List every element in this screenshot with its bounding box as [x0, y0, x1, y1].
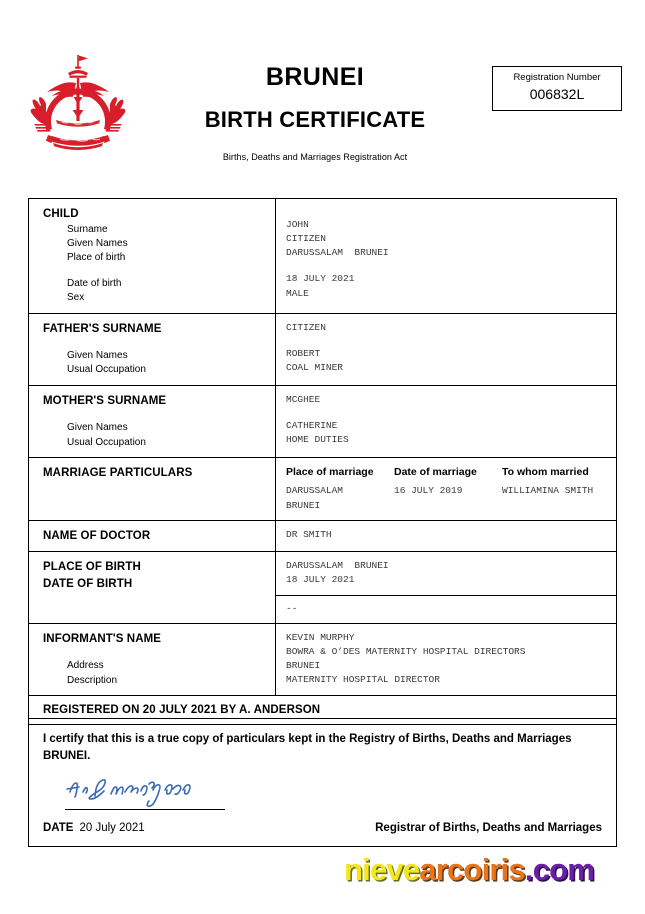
mother-given-names-value: CATHERINE — [286, 419, 338, 431]
registered-statement: REGISTERED ON 20 JULY 2021 BY A. ANDERSON — [43, 703, 321, 716]
marriage-place-line2: BRUNEI — [286, 499, 321, 511]
marriage-place-value-group — [286, 484, 394, 512]
child-given-names-label: Given Names — [67, 237, 128, 249]
marriage-values-cell — [276, 458, 616, 520]
father-given-names-label: Given Names — [67, 350, 128, 362]
child-place-of-birth-value: DARUSSALAM BRUNEI — [286, 247, 389, 259]
child-date-of-birth-label: Date of birth — [67, 278, 122, 290]
marriage-labels-cell — [29, 458, 276, 520]
table-row-child — [29, 199, 616, 314]
registrar-signature-icon — [65, 770, 265, 810]
page-subtitle: BIRTH CERTIFICATE — [204, 106, 426, 132]
signature-rule — [65, 809, 225, 810]
mother-value-spacer — [286, 407, 616, 419]
child-sex-value: MALE — [286, 287, 309, 299]
child-surname-value: JOHN — [286, 219, 309, 230]
informant-values-cell — [276, 624, 616, 695]
table-row-birth-details — [29, 552, 616, 623]
watermark-part-nieve: nieve — [344, 852, 420, 887]
child-place-of-birth-label: Place of birth — [67, 252, 126, 264]
father-value-spacer — [286, 335, 616, 347]
mother-surname-value: MCGHEE — [286, 393, 321, 405]
certification-line-2: BRUNEI. — [43, 749, 91, 762]
marriage-section-title: MARRIAGE PARTICULARS — [43, 466, 193, 479]
birth-details-primary-values — [276, 552, 616, 594]
informant-name-value: KEVIN MURPHY — [286, 631, 355, 643]
marriage-date-header: Date of marriage — [394, 465, 477, 478]
doctor-section-title: NAME OF DOCTOR — [43, 529, 151, 542]
watermark-part-arcoiris: arcoiris — [419, 852, 525, 887]
doctor-name-value: DR SMITH — [286, 528, 332, 540]
mother-section-title: MOTHER'S SURNAME — [43, 394, 167, 407]
brunei-state-emblem-icon — [22, 52, 134, 162]
birth-details-secondary-values — [276, 596, 616, 623]
marriage-column-headers — [286, 465, 616, 480]
child-values-cell — [276, 199, 616, 313]
certification-box — [28, 718, 617, 847]
table-row-marriage — [29, 458, 616, 521]
father-section-title: FATHER'S SURNAME — [43, 322, 162, 335]
father-given-names-value: ROBERT — [286, 347, 321, 359]
birth-details-place-title: PLACE OF BIRTH — [43, 561, 141, 574]
child-value-spacer — [286, 260, 616, 272]
page-title: BRUNEI — [265, 63, 365, 91]
informant-organisation-value: BOWRA & O’DES MATERNITY HOSPITAL DIRECTORS — [286, 645, 526, 657]
mother-labels-cell — [29, 386, 276, 457]
informant-description-value: MATERNITY HOSPITAL DIRECTOR — [286, 674, 440, 686]
marriage-to-whom-header: To whom married — [502, 465, 589, 478]
date-group — [43, 818, 145, 836]
mother-occupation-value: HOME DUTIES — [286, 433, 349, 445]
father-labels-cell — [29, 314, 276, 385]
child-surname-label: Surname — [67, 223, 108, 235]
birth-details-date-title: DATE OF BIRTH — [43, 578, 133, 591]
table-row-father — [29, 314, 616, 386]
informant-section-title: INFORMANT'S NAME — [43, 632, 162, 645]
informant-label-spacer — [43, 647, 275, 659]
title-block — [150, 64, 480, 162]
informant-description-label: Description — [67, 674, 118, 686]
marriage-place-line1: DARUSSALAM — [286, 485, 344, 497]
registration-number-box — [492, 66, 622, 111]
marriage-to-whom-value: WILLIAMINA SMITH — [502, 485, 594, 497]
informant-labels-cell — [29, 624, 276, 695]
father-label-spacer — [43, 337, 275, 349]
birth-details-label-cell — [29, 552, 276, 622]
date-label: DATE — [43, 822, 74, 835]
registrar-title: Registrar of Births, Deaths and Marriages — [375, 822, 602, 835]
registration-number-label: Registration Number — [513, 72, 601, 83]
birth-details-value-cell — [276, 552, 616, 622]
birth-details-extra-value: -- — [286, 602, 298, 614]
child-sex-label: Sex — [67, 292, 85, 304]
document-header — [0, 46, 645, 171]
informant-address-value: BRUNEI — [286, 660, 321, 672]
father-values-cell — [276, 314, 616, 385]
father-occupation-label: Usual Occupation — [67, 364, 146, 376]
marriage-date-value-group — [394, 484, 502, 512]
act-reference: Births, Deaths and Marriages Registration Act — [222, 151, 408, 162]
mother-occupation-label: Usual Occupation — [67, 436, 146, 448]
signature-area — [43, 770, 602, 814]
doctor-value-cell — [276, 521, 616, 552]
doctor-label-cell — [29, 521, 276, 552]
birth-details-place-value: DARUSSALAM BRUNEI — [286, 560, 389, 572]
child-section-title: CHILD — [43, 208, 79, 220]
child-given-names-value: CITIZEN — [286, 233, 326, 245]
child-date-of-birth-value: 18 JULY 2021 — [286, 273, 355, 285]
certification-line-1: I certify that this is a true copy of particulars kept in the Registry of Births, Deaths and Marriages — [43, 733, 572, 745]
marriage-to-whom-value-group — [502, 484, 616, 512]
site-watermark — [344, 852, 594, 888]
child-value-top-spacer — [286, 206, 616, 218]
informant-address-label: Address — [67, 660, 104, 672]
child-labels-cell — [29, 199, 276, 313]
mother-label-spacer — [43, 409, 275, 421]
father-surname-value: CITIZEN — [286, 321, 326, 333]
table-row-doctor — [29, 521, 616, 553]
marriage-date-value: 16 JULY 2019 — [394, 485, 463, 497]
certificate-details-table — [28, 198, 617, 725]
registration-number-value: 006832L — [529, 86, 585, 103]
birth-details-date-value: 18 JULY 2021 — [286, 574, 355, 586]
watermark-part-com: .com — [524, 852, 595, 887]
marriage-column-values — [286, 484, 616, 512]
mother-given-names-label: Given Names — [67, 422, 128, 434]
date-value: 20 July 2021 — [79, 822, 145, 835]
table-row-informant — [29, 624, 616, 696]
mother-values-cell — [276, 386, 616, 457]
certification-footer — [43, 818, 602, 836]
table-row-mother — [29, 386, 616, 458]
father-occupation-value: COAL MINER — [286, 361, 344, 373]
marriage-place-header: Place of marriage — [286, 465, 374, 478]
child-label-spacer — [43, 265, 275, 277]
